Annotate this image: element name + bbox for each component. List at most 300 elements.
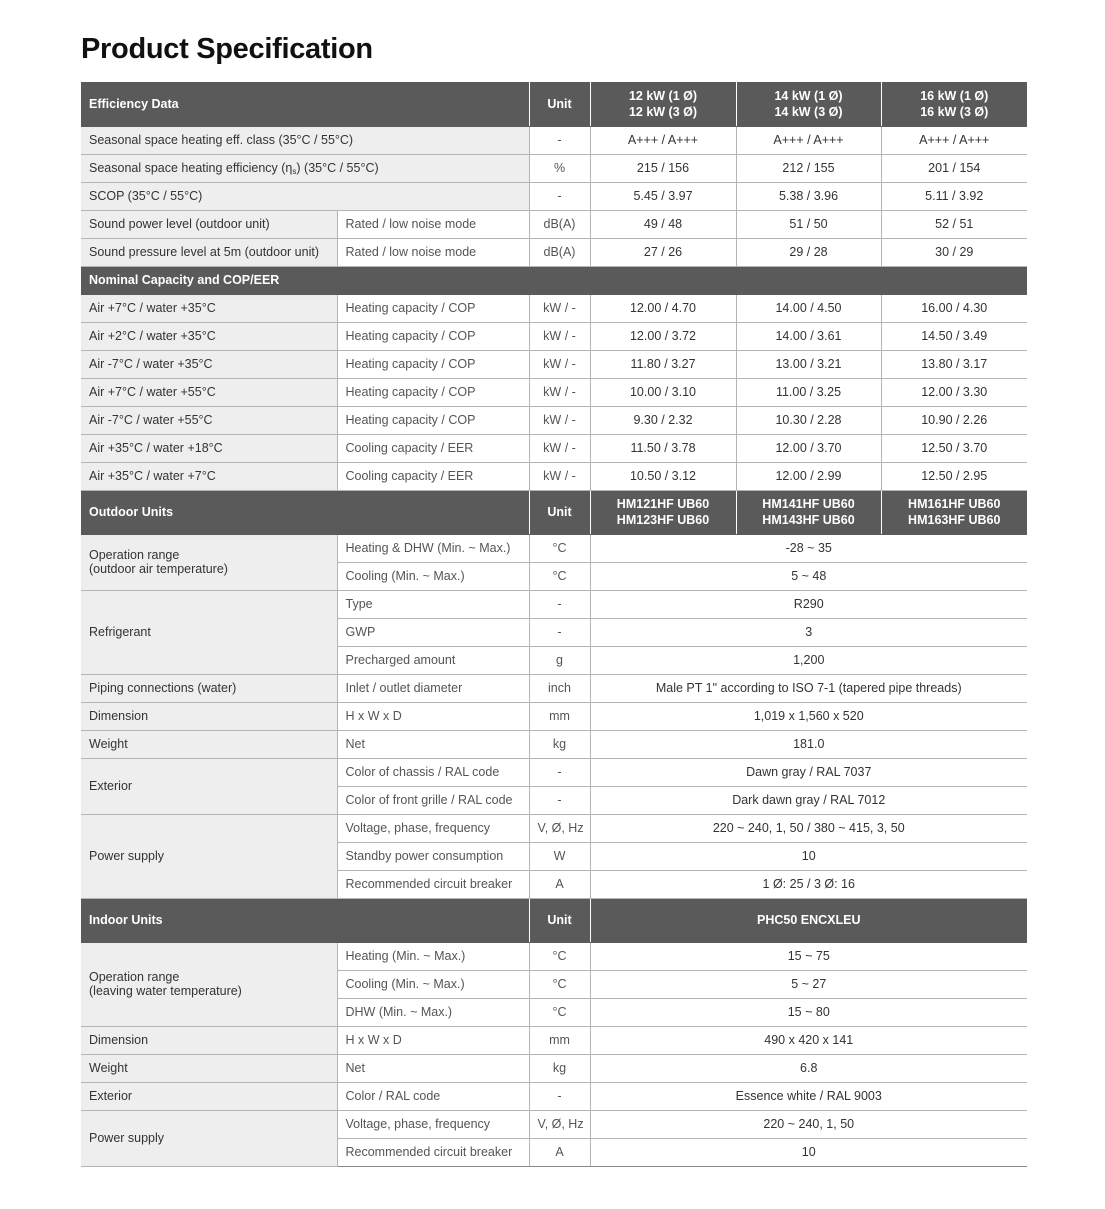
- group-label-line1: Weight: [89, 737, 128, 751]
- model-header: [590, 82, 736, 126]
- row-unit: [529, 758, 590, 786]
- row-label-text: Seasonal space heating efficiency (η: [89, 160, 293, 175]
- row-desc: [337, 758, 529, 786]
- row-unit-text: °C: [552, 1005, 567, 1019]
- group-label-line1: Power supply: [89, 849, 165, 863]
- unit-header: [529, 490, 590, 534]
- spec-table: [81, 82, 1027, 1167]
- row-label-text: SCOP (35°C / 55°C): [89, 189, 203, 203]
- table-row: [81, 126, 1027, 154]
- table-row: [81, 378, 1027, 406]
- row-unit: [529, 814, 590, 842]
- row-unit: [529, 786, 590, 814]
- row-value: [736, 210, 881, 238]
- row-desc-text: H x W x D: [345, 1033, 402, 1047]
- group-label-line1: Dimension: [89, 709, 149, 723]
- row-value: [590, 238, 736, 266]
- row-desc: [337, 842, 529, 870]
- row-value: [736, 462, 881, 490]
- row-value-text: 16.00 / 4.30: [921, 301, 988, 315]
- row-label: [81, 238, 337, 266]
- row-unit: [529, 674, 590, 702]
- group-label-line1: Power supply: [89, 1131, 165, 1145]
- row-unit: [529, 406, 590, 434]
- section-label-text: Efficiency Data: [89, 96, 179, 111]
- row-desc: [337, 702, 529, 730]
- group-label-line1: Piping connections (water): [89, 681, 237, 695]
- row-desc-text: Inlet / outlet diameter: [345, 681, 463, 695]
- row-value-text: 10.30 / 2.28: [775, 413, 842, 427]
- row-value: [881, 434, 1027, 462]
- row-desc: [337, 462, 529, 490]
- row-unit-text: mm: [549, 1033, 570, 1047]
- row-value-text: 11.80 / 3.27: [630, 357, 696, 371]
- row-value: [736, 406, 881, 434]
- row-value: [590, 618, 1027, 646]
- table-row: [81, 534, 1027, 562]
- row-value: [881, 294, 1027, 322]
- row-value-text: 12.50 / 3.70: [921, 441, 988, 455]
- row-value: [590, 406, 736, 434]
- row-value: [736, 238, 881, 266]
- row-label-text: Sound power level (outdoor unit): [89, 217, 270, 231]
- row-unit: [529, 126, 590, 154]
- row-value: [590, 126, 736, 154]
- row-unit: [529, 182, 590, 210]
- table-row: [81, 406, 1027, 434]
- row-desc: [337, 786, 529, 814]
- table-row: [81, 814, 1027, 842]
- row-desc: [337, 406, 529, 434]
- group-label: [81, 1054, 337, 1082]
- model-line2: HM143HF UB60: [762, 513, 855, 527]
- row-desc: [337, 618, 529, 646]
- table-row: [81, 1082, 1027, 1110]
- row-value: [590, 758, 1027, 786]
- row-desc: [337, 1082, 529, 1110]
- table-row: [81, 730, 1027, 758]
- table-row: [81, 702, 1027, 730]
- row-value: [736, 294, 881, 322]
- row-label: [81, 378, 337, 406]
- row-value: [590, 322, 736, 350]
- table-row: [81, 462, 1027, 490]
- group-label-line2: (outdoor air temperature): [89, 562, 228, 576]
- row-unit: [529, 378, 590, 406]
- row-label-text: ) (35°C / 55°C): [296, 160, 379, 175]
- row-value-text: 10.50 / 3.12: [629, 469, 697, 483]
- row-value-text: 212 / 155: [782, 161, 835, 175]
- row-desc-text: DHW (Min. ~ Max.): [345, 1005, 453, 1019]
- row-value: [590, 350, 736, 378]
- group-label: [81, 674, 337, 702]
- row-value: [881, 322, 1027, 350]
- row-value-text: 12.00 / 4.70: [629, 301, 697, 315]
- model-line1: HM161HF UB60: [908, 497, 1001, 511]
- row-value: [590, 534, 1027, 562]
- row-value-text: 5 ~ 48: [791, 569, 827, 583]
- row-unit-text: -: [557, 625, 562, 639]
- row-value-text: 14.00 / 3.61: [775, 329, 842, 343]
- row-value-text: 220 ~ 240, 1, 50: [763, 1117, 855, 1131]
- row-value-text: 52 / 51: [935, 217, 974, 231]
- group-label-line1: Exterior: [89, 1089, 133, 1103]
- table-row: [81, 1110, 1027, 1138]
- row-value-text: 5.45 / 3.97: [633, 189, 693, 203]
- row-value: [590, 942, 1027, 970]
- row-desc-text: Heating & DHW (Min. ~ Max.): [345, 541, 511, 555]
- row-value: [881, 210, 1027, 238]
- row-value-text: 12.00 / 3.30: [921, 385, 988, 399]
- model-line2: HM123HF UB60: [616, 513, 710, 527]
- unit-header: [529, 82, 590, 126]
- row-desc: [337, 1026, 529, 1054]
- row-desc-text: Heating capacity / COP: [345, 385, 476, 399]
- row-value: [590, 998, 1027, 1026]
- row-label: [81, 126, 529, 154]
- row-value: [590, 646, 1027, 674]
- row-unit-text: kW / -: [543, 441, 576, 455]
- group-label-line1: Dimension: [89, 1033, 149, 1047]
- row-value-text: 5.38 / 3.96: [778, 189, 839, 203]
- row-value-text: A+++ / A+++: [919, 133, 990, 147]
- row-unit-text: V, Ø, Hz: [537, 1117, 584, 1131]
- row-unit: [529, 294, 590, 322]
- row-desc: [337, 942, 529, 970]
- row-desc-text: Type: [345, 597, 373, 611]
- row-value-text: 220 ~ 240, 1, 50 / 380 ~ 415, 3, 50: [712, 821, 905, 835]
- page-title: Product Specification: [81, 33, 373, 65]
- row-unit-text: °C: [552, 977, 567, 991]
- row-desc: [337, 1110, 529, 1138]
- row-value: [881, 378, 1027, 406]
- row-value: [590, 562, 1027, 590]
- table-row: [81, 1054, 1027, 1082]
- row-value-text: 13.80 / 3.17: [921, 357, 988, 371]
- row-label-text: Sound pressure level at 5m (outdoor unit): [89, 245, 319, 259]
- group-label: [81, 702, 337, 730]
- row-desc-text: Color of chassis / RAL code: [345, 765, 500, 779]
- row-value: [590, 1054, 1027, 1082]
- row-value: [736, 322, 881, 350]
- row-value-text: 14.00 / 4.50: [775, 301, 842, 315]
- row-value-text: A+++ / A+++: [627, 133, 699, 147]
- row-unit-text: -: [557, 597, 562, 611]
- row-value-text: 11.50 / 3.78: [630, 441, 696, 455]
- row-value: [736, 154, 881, 182]
- row-label-text: Seasonal space heating eff. class (35°C / 55°C): [89, 133, 354, 147]
- table-row: [81, 434, 1027, 462]
- row-desc-text: Cooling capacity / EER: [345, 469, 474, 483]
- row-desc-text: Rated / low noise mode: [345, 245, 477, 259]
- row-value: [736, 434, 881, 462]
- table-row: [81, 590, 1027, 618]
- section-label-text: Indoor Units: [89, 913, 163, 927]
- row-value-text: 14.50 / 3.49: [921, 329, 988, 343]
- row-value: [590, 590, 1027, 618]
- row-desc-text: Rated / low noise mode: [345, 217, 477, 231]
- row-value-text: 12.00 / 3.72: [629, 329, 697, 343]
- row-unit: [529, 842, 590, 870]
- group-label: [81, 1082, 337, 1110]
- row-value: [736, 378, 881, 406]
- row-label: [81, 434, 337, 462]
- row-unit: [529, 322, 590, 350]
- row-desc: [337, 970, 529, 998]
- row-unit: [529, 1138, 590, 1166]
- row-desc-text: Recommended circuit breaker: [345, 877, 513, 891]
- row-desc-text: Voltage, phase, frequency: [345, 821, 491, 835]
- row-desc-text: Cooling capacity / EER: [345, 441, 474, 455]
- row-value-text: 10.90 / 2.26: [921, 413, 988, 427]
- row-desc-text: GWP: [345, 625, 376, 639]
- row-value: [881, 126, 1027, 154]
- table-row: [81, 294, 1027, 322]
- row-value-text: 11.00 / 3.25: [775, 385, 842, 399]
- row-value-text: 12.00 / 3.70: [775, 441, 842, 455]
- row-desc-text: Heating capacity / COP: [345, 357, 476, 371]
- group-label-line1: Exterior: [89, 779, 133, 793]
- row-desc-text: Voltage, phase, frequency: [345, 1117, 491, 1131]
- row-unit-text: dB(A): [543, 245, 576, 259]
- row-value: [590, 462, 736, 490]
- row-desc: [337, 534, 529, 562]
- row-unit-text: -: [557, 793, 562, 807]
- group-label: [81, 534, 337, 590]
- model-header: [736, 490, 881, 534]
- group-label-line1: Weight: [89, 1061, 128, 1075]
- row-label-subscript: s: [292, 166, 297, 176]
- row-unit-text: mm: [549, 709, 570, 723]
- row-value: [590, 294, 736, 322]
- row-desc-text: Heating capacity / COP: [345, 413, 476, 427]
- section-label: [81, 266, 1027, 294]
- section-label: [81, 490, 529, 534]
- table-row: [81, 322, 1027, 350]
- row-desc: [337, 646, 529, 674]
- group-label: [81, 942, 337, 1026]
- row-unit: [529, 210, 590, 238]
- row-unit: [529, 1026, 590, 1054]
- row-value-text: 10.00 / 3.10: [629, 385, 697, 399]
- model-line1: HM121HF UB60: [616, 497, 710, 511]
- table-row: [81, 350, 1027, 378]
- group-label: [81, 758, 337, 814]
- row-value: [590, 434, 736, 462]
- table-row: [81, 942, 1027, 970]
- row-value-text: 13.00 / 3.21: [775, 357, 842, 371]
- row-desc: [337, 210, 529, 238]
- model-line2: 12 kW (3 Ø): [628, 104, 698, 119]
- model-line1: 14 kW (1 Ø): [774, 88, 843, 103]
- row-unit: [529, 238, 590, 266]
- group-label: [81, 1110, 337, 1166]
- row-unit: [529, 942, 590, 970]
- model-line1: 16 kW (1 Ø): [920, 88, 989, 103]
- row-value-text: 10: [801, 849, 816, 863]
- row-value-text: 27 / 26: [643, 245, 683, 259]
- row-unit-text: °C: [552, 569, 567, 583]
- model-line1: HM141HF UB60: [762, 497, 855, 511]
- row-unit: [529, 562, 590, 590]
- row-unit-text: dB(A): [543, 217, 576, 231]
- row-unit: [529, 434, 590, 462]
- row-value-text: 49 / 48: [643, 217, 683, 231]
- row-value: [881, 350, 1027, 378]
- group-label: [81, 730, 337, 758]
- row-value: [590, 786, 1027, 814]
- row-unit-text: A: [555, 877, 564, 891]
- row-value-text: 12.50 / 2.95: [921, 469, 988, 483]
- row-unit-text: °C: [552, 949, 567, 963]
- row-desc: [337, 1138, 529, 1166]
- row-desc: [337, 998, 529, 1026]
- row-value-text: 51 / 50: [789, 217, 828, 231]
- unit-header: [529, 898, 590, 942]
- row-label-text: Air +35°C / water +7°C: [89, 469, 216, 483]
- group-label: [81, 1026, 337, 1054]
- unit-header-text: Unit: [547, 505, 572, 519]
- row-unit-text: g: [556, 653, 563, 667]
- table-row: [81, 238, 1027, 266]
- row-value-text: 15 ~ 80: [787, 1005, 830, 1019]
- row-value-text: 15 ~ 75: [787, 949, 830, 963]
- row-unit: [529, 702, 590, 730]
- row-desc: [337, 814, 529, 842]
- row-label-text: Air +7°C / water +55°C: [89, 385, 216, 399]
- row-unit: [529, 870, 590, 898]
- row-unit-text: kg: [552, 737, 567, 751]
- row-desc-text: H x W x D: [345, 709, 402, 723]
- group-label-line1: Operation range: [89, 548, 180, 562]
- group-label-line1: Operation range: [89, 970, 180, 984]
- row-value: [590, 842, 1027, 870]
- row-value: [881, 238, 1027, 266]
- row-unit-text: %: [553, 161, 566, 175]
- row-unit-text: -: [557, 189, 562, 203]
- row-unit: [529, 154, 590, 182]
- row-unit-text: inch: [548, 681, 571, 695]
- row-unit: [529, 646, 590, 674]
- model-header: [736, 82, 881, 126]
- row-value-text: 30 / 29: [935, 245, 974, 259]
- row-value-text: 201 / 154: [928, 161, 981, 175]
- row-value-text: 9.30 / 2.32: [633, 413, 693, 427]
- row-value: [590, 1082, 1027, 1110]
- row-value: [590, 1026, 1027, 1054]
- model-name: PHC50 ENCXLEU: [757, 913, 861, 927]
- row-desc-text: Precharged amount: [345, 653, 456, 667]
- model-line2: 14 kW (3 Ø): [774, 104, 843, 119]
- model-line2: 16 kW (3 Ø): [920, 104, 989, 119]
- table-row: [81, 758, 1027, 786]
- model-header: [590, 490, 736, 534]
- section-label-text: Outdoor Units: [89, 505, 174, 519]
- row-value: [590, 702, 1027, 730]
- table-row: [81, 1026, 1027, 1054]
- row-value-text: Dawn gray / RAL 7037: [746, 765, 872, 779]
- row-desc-text: Heating capacity / COP: [345, 301, 476, 315]
- row-value-text: 3: [805, 625, 813, 639]
- group-label: [81, 814, 337, 898]
- row-desc: [337, 562, 529, 590]
- row-desc-text: Heating capacity / COP: [345, 329, 476, 343]
- row-value-text: Dark dawn gray / RAL 7012: [732, 793, 886, 807]
- row-desc: [337, 434, 529, 462]
- row-unit-text: V, Ø, Hz: [537, 821, 584, 835]
- group-label: [81, 590, 337, 674]
- row-value-text: 10: [801, 1145, 816, 1159]
- row-value-text: 1,019 x 1,560 x 520: [753, 709, 864, 723]
- row-value-text: 6.8: [800, 1061, 818, 1075]
- section-label-text: Nominal Capacity and COP/EER: [89, 273, 280, 287]
- row-unit-text: kg: [552, 1061, 567, 1075]
- row-label: [81, 462, 337, 490]
- row-unit-text: -: [557, 765, 562, 779]
- row-label: [81, 322, 337, 350]
- row-value: [881, 182, 1027, 210]
- row-label-text: Air +2°C / water +35°C: [89, 329, 216, 343]
- row-value: [590, 674, 1027, 702]
- row-value: [590, 870, 1027, 898]
- row-unit: [529, 1082, 590, 1110]
- row-value: [736, 350, 881, 378]
- row-value: [590, 378, 736, 406]
- model-header: [881, 490, 1027, 534]
- table-row: [81, 182, 1027, 210]
- row-unit: [529, 618, 590, 646]
- group-label-line2: (leaving water temperature): [89, 984, 242, 998]
- row-unit: [529, 730, 590, 758]
- row-label-text: Air +7°C / water +35°C: [89, 301, 216, 315]
- row-unit-text: kW / -: [543, 413, 576, 427]
- row-unit-text: kW / -: [543, 469, 576, 483]
- row-value-text: 5 ~ 27: [791, 977, 827, 991]
- row-unit-text: -: [557, 1089, 562, 1103]
- row-value-text: 490 x 420 x 141: [764, 1033, 854, 1047]
- row-label: [81, 154, 529, 182]
- row-unit: [529, 1110, 590, 1138]
- row-desc-text: Net: [345, 737, 365, 751]
- row-label-text: Air -7°C / water +55°C: [89, 413, 213, 427]
- row-value: [736, 182, 881, 210]
- row-unit-text: -: [557, 133, 562, 147]
- row-unit: [529, 590, 590, 618]
- row-desc: [337, 674, 529, 702]
- row-desc: [337, 322, 529, 350]
- row-desc: [337, 238, 529, 266]
- row-label: [81, 210, 337, 238]
- row-desc: [337, 590, 529, 618]
- row-desc: [337, 378, 529, 406]
- row-value-text: 1,200: [793, 653, 825, 667]
- row-value: [590, 970, 1027, 998]
- row-desc-text: Net: [345, 1061, 365, 1075]
- row-label: [81, 406, 337, 434]
- row-desc-text: Heating (Min. ~ Max.): [345, 949, 466, 963]
- row-label-text: Air +35°C / water +18°C: [89, 441, 223, 455]
- row-value: [590, 182, 736, 210]
- row-unit: [529, 970, 590, 998]
- row-value-text: 29 / 28: [789, 245, 828, 259]
- model-header: [590, 898, 1027, 942]
- row-value-text: 215 / 156: [636, 161, 690, 175]
- unit-header-text: Unit: [547, 96, 572, 111]
- row-label: [81, 182, 529, 210]
- row-value-text: 12.00 / 2.99: [775, 469, 842, 483]
- group-label-line1: Refrigerant: [89, 625, 151, 639]
- section-label: [81, 82, 529, 126]
